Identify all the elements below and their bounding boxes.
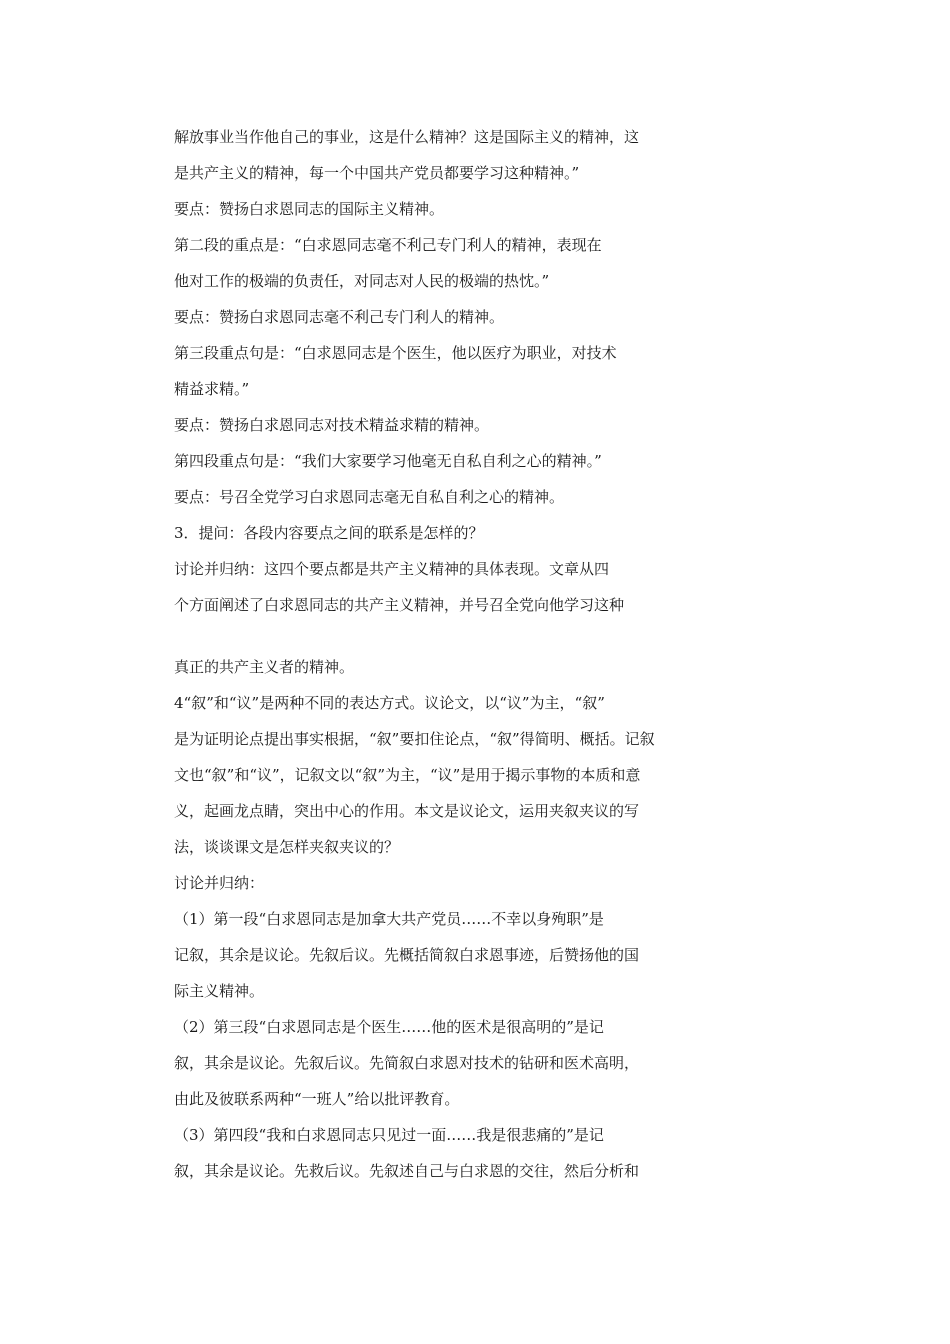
text-line: 他对工作的极端的负责任，对同志对人民的极端的热忱。”	[174, 272, 550, 290]
text-line: 精益求精。”	[174, 380, 250, 398]
text-line: （1）第一段“白求恩同志是加拿大共产党员……不幸以身殉职”是	[174, 910, 604, 928]
text-line: 4“叙”和“议”是两种不同的表达方式。议论文，以“议”为主，“叙”	[174, 694, 605, 712]
text-line: 第四段重点句是：“我们大家要学习他毫无自私自利之心的精神。”	[174, 452, 602, 470]
text-line: （2）第三段“白求恩同志是个医生……他的医术是很高明的”是记	[174, 1018, 604, 1036]
text-line: 要点：赞扬白求恩同志毫不利己专门利人的精神。	[174, 308, 505, 326]
text-line: 由此及彼联系两种“一班人”给以批评教育。	[174, 1090, 460, 1108]
text-line: 讨论并归纳：	[174, 874, 265, 892]
text-line: 际主义精神。	[174, 982, 265, 1000]
text-line: 真正的共产主义者的精神。	[174, 658, 355, 676]
text-line: 要点：号召全党学习白求恩同志毫无自私自利之心的精神。	[174, 488, 565, 506]
text-line: 3．提问：各段内容要点之间的联系是怎样的？	[174, 524, 484, 542]
text-line: 义，起画龙点睛，突出中心的作用。本文是议论文，运用夹叙夹议的写	[174, 802, 640, 820]
text-line: 是共产主义的精神，每一个中国共产党员都要学习这种精神。”	[174, 164, 580, 182]
text-line: 叙，其余是议论。先叙后议。先简叙白求恩对技术的钻研和医术高明，	[174, 1054, 640, 1072]
text-line: 个方面阐述了白求恩同志的共产主义精神，并号召全党向他学习这种	[174, 596, 625, 614]
text-line: 第三段重点句是：“白求恩同志是个医生，他以医疗为职业，对技术	[174, 344, 617, 362]
text-line: （3）第四段“我和白求恩同志只见过一面……我是很悲痛的”是记	[174, 1126, 604, 1144]
text-line: 第二段的重点是：“白求恩同志毫不利己专门利人的精神，表现在	[174, 236, 602, 254]
text-line: 要点：赞扬白求恩同志的国际主义精神。	[174, 200, 445, 218]
text-line: 解放事业当作他自己的事业，这是什么精神？这是国际主义的精神，这	[174, 128, 640, 146]
text-line: 文也“叙”和“议”，记叙文以“叙”为主，“议”是用于揭示事物的本质和意	[174, 766, 641, 784]
text-line: 是为证明论点提出事实根据，“叙”要扣住论点，“叙”得简明、概括。记叙	[174, 730, 655, 748]
text-line: 记叙，其余是议论。先叙后议。先概括简叙白求恩事迹，后赞扬他的国	[174, 946, 640, 964]
text-line: 法，谈谈课文是怎样夹叙夹议的？	[174, 838, 400, 856]
text-line: 讨论并归纳：这四个要点都是共产主义精神的具体表现。文章从四	[174, 560, 610, 578]
text-line: 叙，其余是议论。先救后议。先叙述自己与白求恩的交往，然后分析和	[174, 1162, 640, 1180]
text-line: 要点：赞扬白求恩同志对技术精益求精的精神。	[174, 416, 490, 434]
